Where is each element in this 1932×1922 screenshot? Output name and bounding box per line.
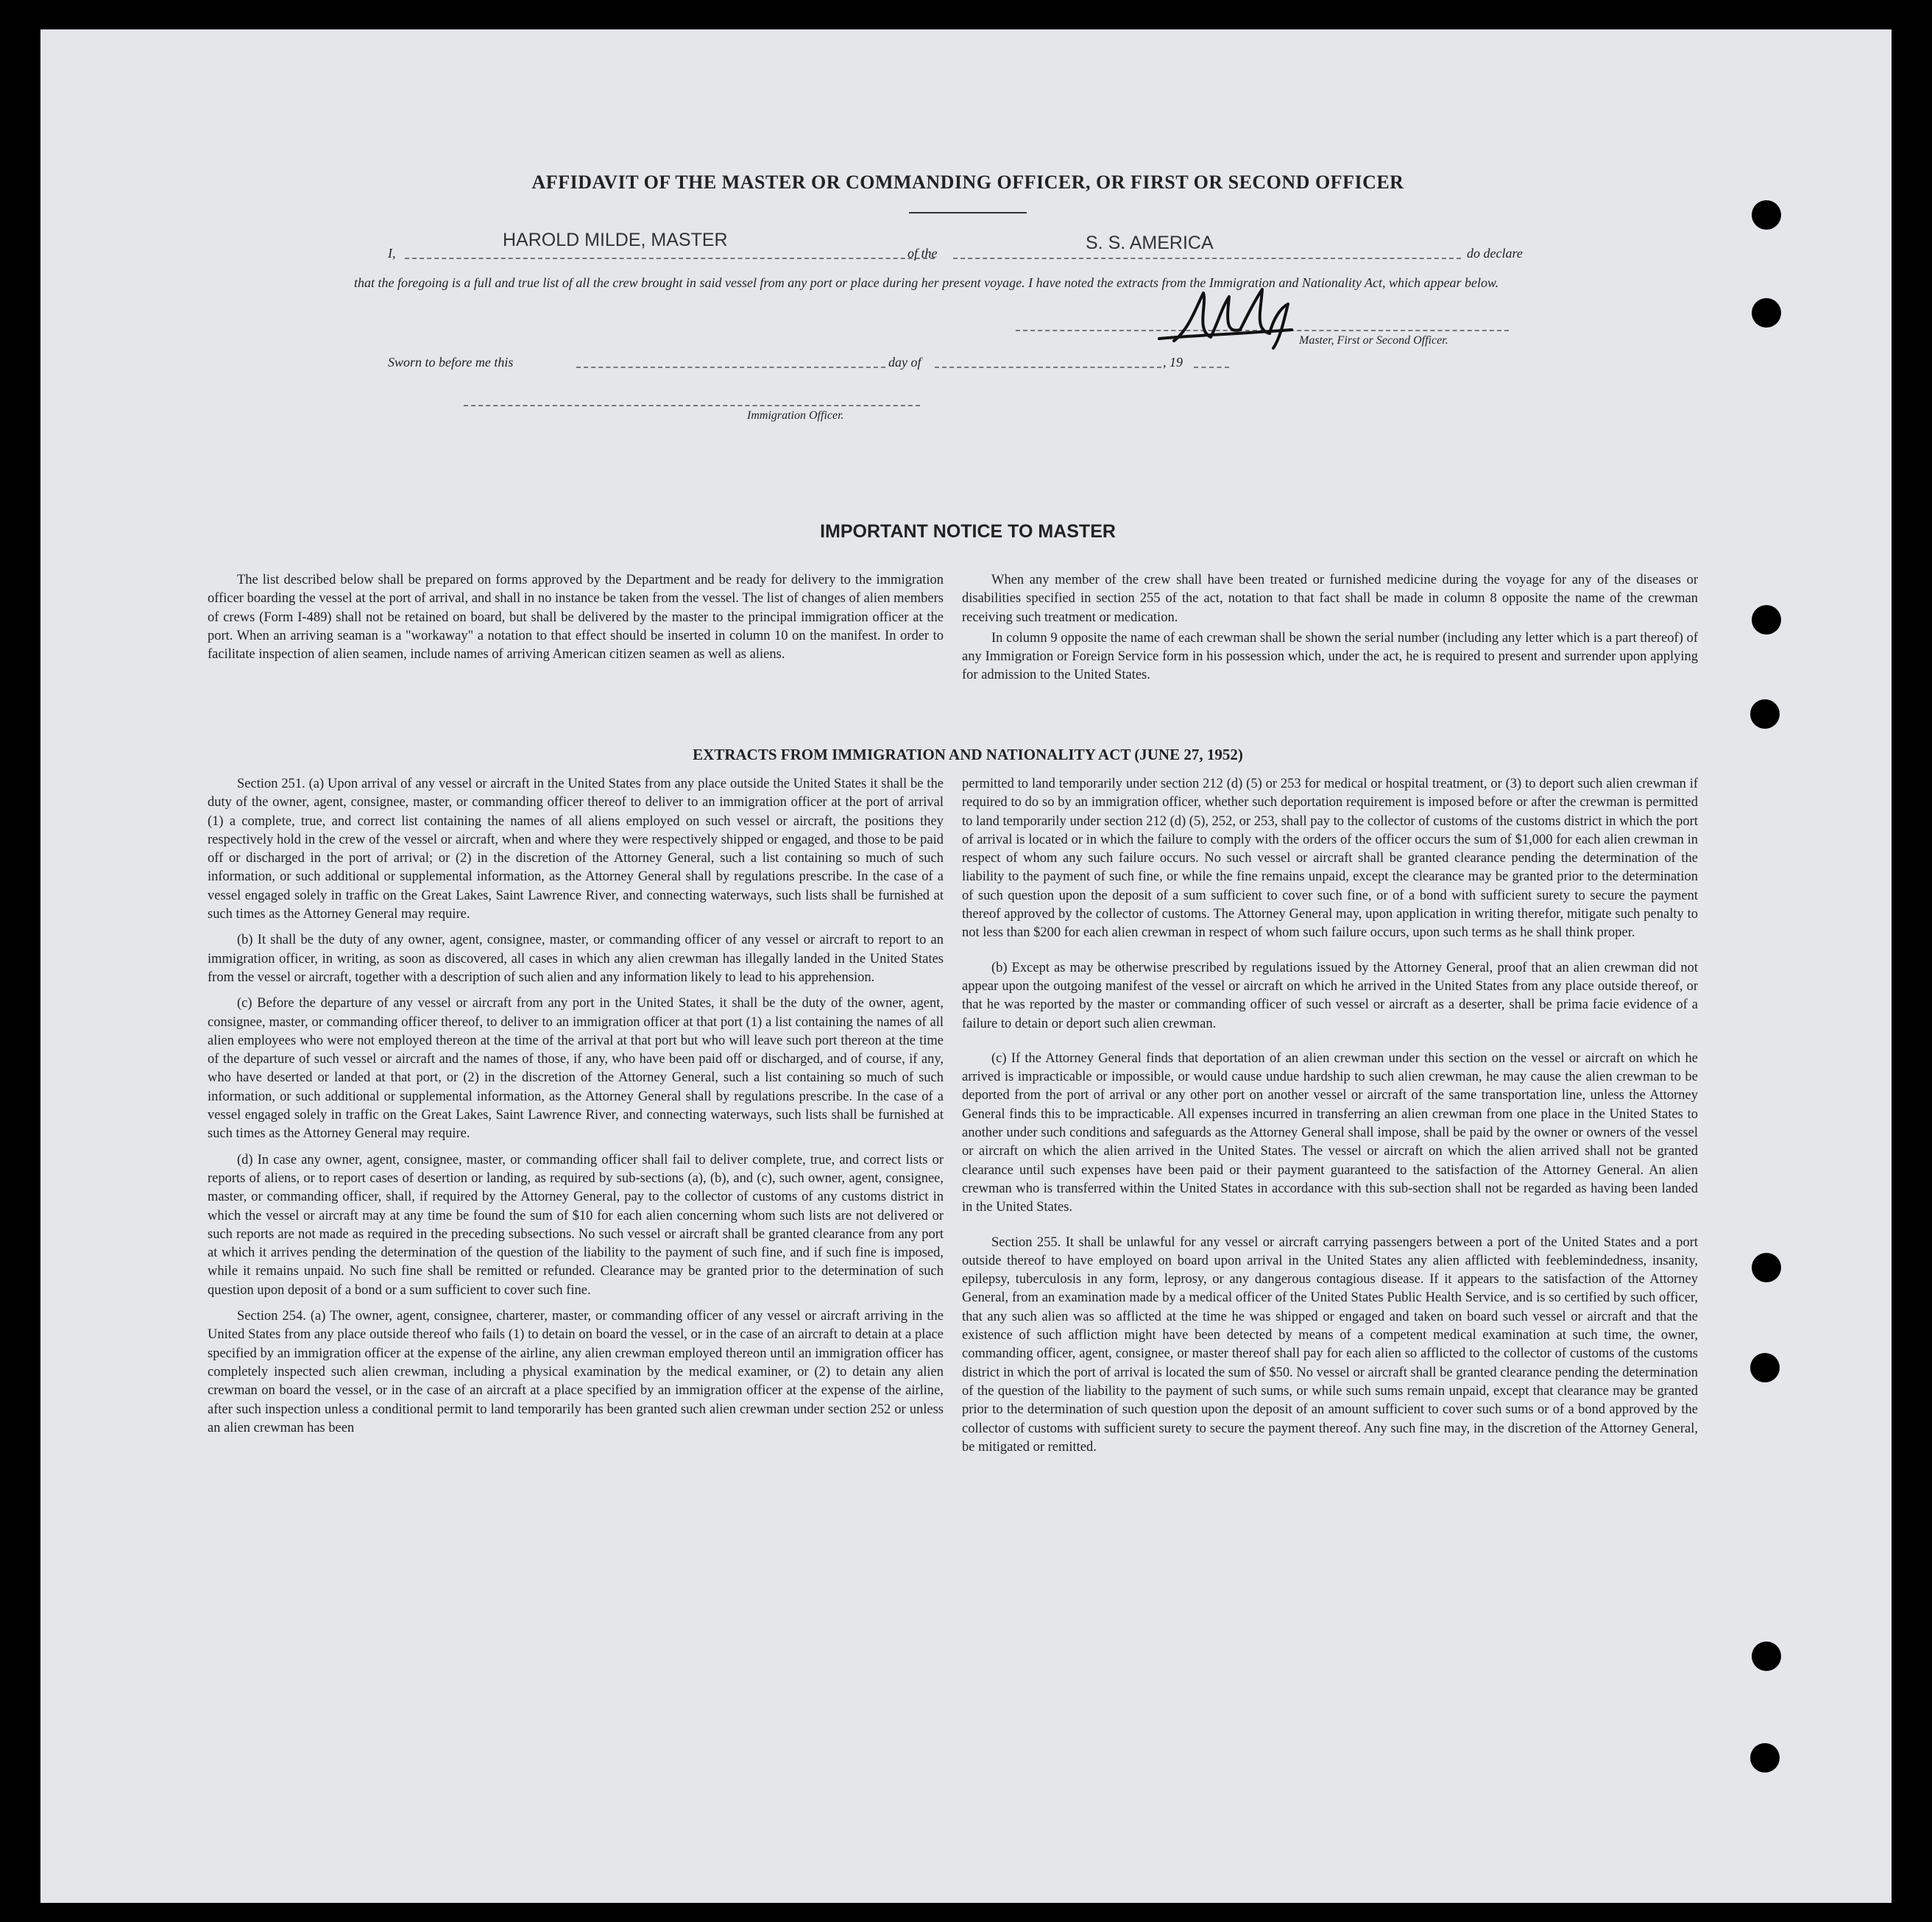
sworn-label: Sworn to before me this [388, 355, 514, 370]
sworn-date-line [576, 367, 885, 368]
section-251c: (c) Before the departure of any vessel or aircraft from any port in the United States, it shall be the duty of the owner, agent, consignee, master, or commanding officer thereof, to deliver to an immigration officer at that port (1) a list containing the names of all alien employees who were not employed thereon at the time of the arrival at that port but who will leave such port thereon at the time of the departure of such vessel or aircraft and the names of those, if any, who have been paid off or discharged, and of course, if any, who have deserted or landed at that port, or (2) in the discretion of the Attorney General, such a list containing so much of such information, or such additional or supplemental information, as the Attorney General shall by regulations prescribe. In the case of a vessel engaged solely in traffic on the Great Lakes, Saint Lawrence River, and connecting waterways, such lists shall be furnished at such times as the Attorney General may require. [208, 996, 944, 1142]
section-254a-continued: permitted to land temporarily under section 212 (d) (5) or 253 for medical or hospital treatment, or (3) to deport such alien crewman if required to do so by an immigration officer, whether such deportation requirement is imposed before or after the crewman is permitted to land temporarily under section 212 (d) (5), 252, or 253, shall pay to the collector of customs of the customs district in which the port of arrival is located or in which the failure to comply with the orders of the officer occurs the sum of $1,000 for each alien crewman in respect of whom any such failure occurs. No such vessel or aircraft shall be granted clearance pending the determination of the liability to the payment of such fine, or while the fine remains unpaid, except the clearance may be granted prior to the determination of such question upon the deposit of a sum sufficient to cover such fine, or of a bond with sufficient surety to secure the payment thereof approved by the collector of customs. The Attorney General may, upon application in writing therefor, mitigate such penalty to not less than $200 for each alien crewman in respect of whom such failure occurs, upon such terms as he shall think proper. [962, 777, 1698, 941]
notice-left-column [208, 571, 944, 671]
binder-hole [1752, 298, 1781, 328]
binder-hole [1750, 1353, 1780, 1382]
sworn-month-line [935, 367, 1161, 368]
section-254b: (b) Except as may be otherwise prescribed by regulations issued by the Attorney General, proof that an alien crewman did not appear upon the outgoing manifest of the vessel or aircraft on which he arrived in the United States from any place outside thereof, or that he was reported by the master or commanding officer of such vessel or aircraft as a deserter, shall be prima facie evidence of a failure to detain or deport such alien crewman. [962, 960, 1698, 1031]
notice-right-paragraph: In column 9 opposite the name of each crewman shall be shown the serial number (including any letter which is a part thereof) of any Immigration or Foreign Service form in his possession which, under the act, he is required to present and surrender upon applying for admission to the United States. [962, 630, 1698, 683]
extracts-left-column [208, 775, 944, 1445]
binder-hole [1752, 605, 1781, 635]
master-name: HAROLD MILDE, MASTER [503, 230, 728, 250]
notice-right-column [962, 571, 1698, 693]
vessel-name: S. S. AMERICA [1086, 233, 1214, 253]
year-line [1194, 367, 1229, 368]
section-254c: (c) If the Attorney General finds that deportation of an alien crewman under this section on the vessel or aircraft on which he arrived is impracticable or impossible, or would cause undue hardship to such alien crewman, he may cause the alien crewman to be deported from the port of arrival or any other port on another vessel or aircraft of the same transportation line, unless the Attorney General finds this to be impracticable. All expenses incurred in transferring an alien crewman from one place in the United States to another under such conditions and safeguards as the Attorney General shall impose, shall be paid by the owner or owners of the vessel or aircraft on which the alien arrived in the United States. The vessel or aircraft on which the alien arrived shall not be granted clearance until such expenses have been paid or their payment guaranteed to the satisfaction of the Attorney General. An alien crewman who is transferred within the United States in accordance with this sub-section shall not be regarded as having been landed in the United States. [962, 1050, 1698, 1215]
day-of-label: day of [888, 355, 921, 370]
section-251d: (d) In case any owner, agent, consignee, master, or commanding officer shall fail to deliver complete, true, and correct lists or reports of aliens, or to report cases of desertion or landing, as required by sub-sections (a), (b), and (c), such owner, agent, consignee, master, or commanding officer, shall, if required by the Attorney General, pay to the collector of customs of any customs district in which the vessel or aircraft may at any time be found the sum of $10 for each alien concerning whom such lists are not delivered or such reports are not made as required in the preceding subsections. No such vessel or aircraft shall be granted clearance from any port at which it arrives pending the determination of the question of the liability to the payment of such fine, and if such fine is imposed, while it remains unpaid. No such fine shall be remitted or refunded. Clearance may be granted prior to the determination of such question upon deposit of a bond or a sum sufficient to cover such fine. [208, 1152, 944, 1298]
notice-right-paragraph: When any member of the crew shall have been treated or furnished medicine during the voyage for any of the diseases or disabilities specified in section 255 of the act, notation to that fact shall be made in column 8 opposite the name of the crewman receiving such treatment or medication. [962, 573, 1698, 625]
binder-hole [1750, 1743, 1780, 1773]
i-label: I, [388, 246, 396, 261]
immigration-officer-label: Immigration Officer. [747, 409, 844, 422]
section-254a: Section 254. (a) The owner, agent, consignee, charterer, master, or commanding officer of any vessel or aircraft arriving in the United States from any place outside thereof who fails (1) to detain on board the vessel, or in the case of an aircraft to detain at a place specified by an immigration officer at the expense of the airline, any alien crewman employed thereon until an immigration officer has completely inspected such alien crewman, including a physical examination by the medical examiner, or (2) to detain any alien crewman on board the vessel, or in the case of an aircraft at a place specified by an immigration officer at the expense of the airline, after such inspection unless a conditional permit to land temporarily has been granted such alien crewman under section 252 or unless an alien crewman has been [208, 1309, 944, 1435]
section-251a: Section 251. (a) Upon arrival of any vessel or aircraft in the United States from any place outside the United States it shall be the duty of the owner, agent, consignee, master, or commanding officer thereof to deliver to an immigration officer at the port of arrival (1) a complete, true, and correct list containing the names of all aliens employed on such vessel or aircraft, the positions they respectively hold in the crew of the vessel or aircraft, when and where they were respectively shipped or engaged, and those to be paid off or discharged in the port of arrival; or (2) in the discretion of the Attorney General, such a list containing so much of such information, or such additional or supplemental information, as the Attorney General shall by regulations prescribe. In the case of a vessel engaged solely in traffic on the Great Lakes, Saint Lawrence River, and connecting waterways, such lists shall be furnished at such times as the Attorney General may require. [208, 777, 944, 922]
binder-hole [1752, 1253, 1781, 1282]
declaration-statement: that the foregoing is a full and true list of all the crew brought in said vessel from any port or place during her present voyage. I have noted the extracts from the Immigration and Nationality Act, which appear below. [354, 275, 1499, 290]
signature-image [1144, 278, 1321, 352]
do-declare-label: do declare [1467, 246, 1523, 261]
notice-left-paragraph: The list described below shall be prepared on forms approved by the Department and be ready for delivery to the immigration officer boarding the vessel at the port of arrival, and shall in no instance be taken from the vessel. The list of changes of alien members of crews (Form I-489) shall not be retained on board, but shall be delivered by the master to the principal immigration officer at the port. When an arriving seaman is a "workaway" a notation to that effect should be inserted in column 10 on the manifest. In order to facilitate inspection of alien seamen, include names of arriving American citizen seamen as well as aliens. [208, 573, 944, 663]
section-255: Section 255. It shall be unlawful for any vessel or aircraft carrying passengers between a port of the United States and a port outside thereof to have employed on board upon arrival in the United States any alien afflicted with feeblemindedness, insanity, epilepsy, tuberculosis in any form, leprosy, or any dangerous contagious disease. If it appears to the satisfaction of the Attorney General, from an examination made by a medical officer of the United States Public Health Service, and is so certified by such officer, that any such alien was so afflicted at the time he was shipped or engaged and taken on board such vessel or aircraft and that the existence of such affliction might have been detected by means of a competent medical examination at such time, the owner, commanding officer, agent, consignee, or master thereof shall pay for each alien so afflicted to the collector of customs of the customs district in which the port of arrival is located the sum of $50. No vessel or aircraft shall be granted clearance pending the determination of the question of the liability to the payment of such sums, or while such sums remain unpaid, except that clearance may be granted prior to the determination of such question upon the deposit of an amount sufficient to cover such sums or of a bond approved by the collector of customs with sufficient surety to secure the payment thereof. Any such fine may, in the discretion of the Attorney General, be mitigated or remitted. [962, 1234, 1698, 1455]
signature-caption: Master, First or Second Officer. [1299, 334, 1448, 347]
binder-hole [1750, 699, 1780, 729]
name-field-line [405, 258, 935, 259]
title-rule [909, 212, 1027, 213]
section-251b: (b) It shall be the duty of any owner, agent, consignee, master, or commanding officer of any vessel or aircraft to report to an immigration officer, in writing, as soon as discovered, all cases in which any alien crewman has illegally landed in the United States from the vessel or aircraft, together with a description of such alien and any information likely to lead to his apprehension. [208, 933, 944, 985]
binder-hole [1752, 1642, 1781, 1671]
extracts-title: EXTRACTS FROM IMMIGRATION AND NATIONALITY ACT (JUNE 27, 1952) [693, 746, 1243, 763]
year-label: , 19 [1163, 355, 1183, 370]
of-the-label: of the [907, 246, 938, 261]
notice-title: IMPORTANT NOTICE TO MASTER [820, 521, 1116, 542]
binder-hole [1752, 200, 1781, 230]
extracts-right-column [962, 775, 1698, 1464]
affidavit-title: AFFIDAVIT OF THE MASTER OR COMMANDING OFFICER, OR FIRST OR SECOND OFFICER [531, 172, 1404, 193]
document-page [40, 29, 1892, 1903]
immigration-officer-line [464, 405, 920, 406]
vessel-field-line [953, 258, 1461, 259]
